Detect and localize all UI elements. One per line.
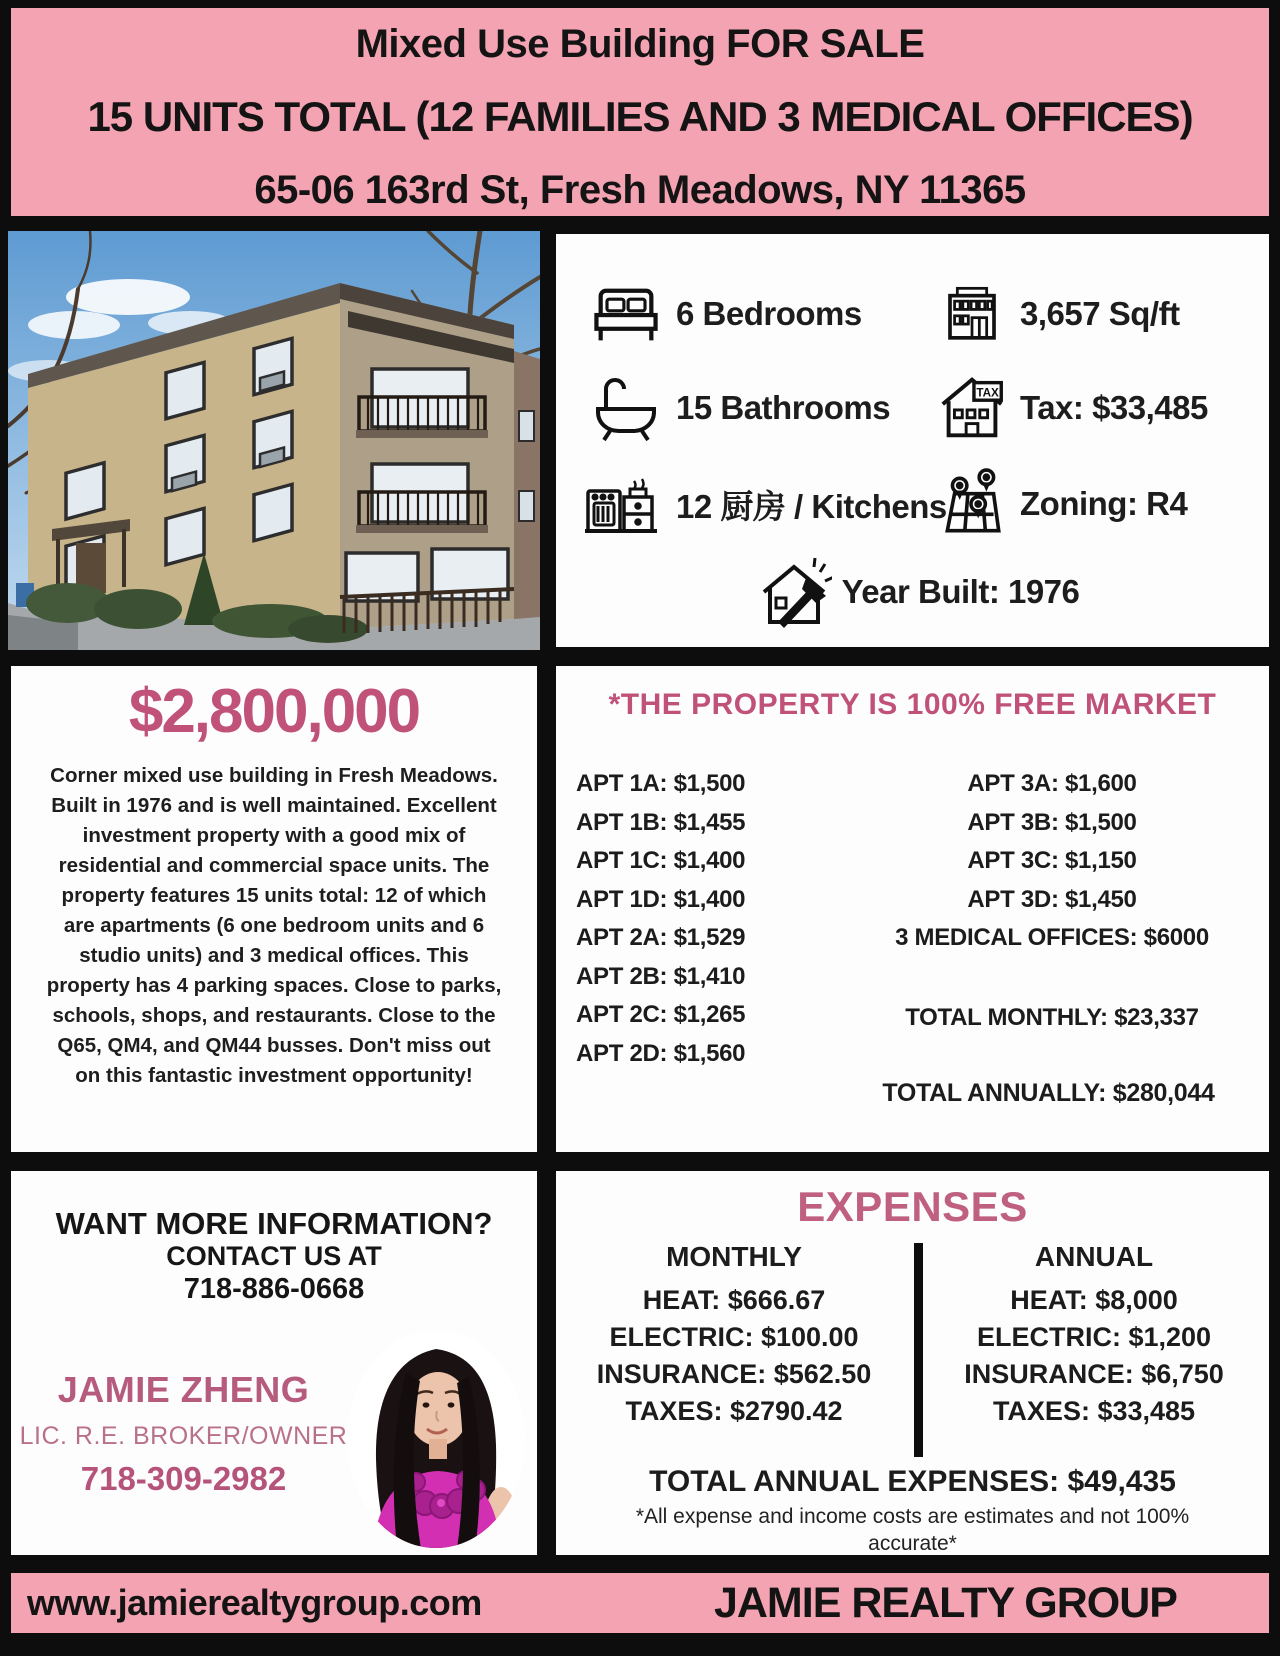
rent-list-left xyxy=(576,765,745,1073)
annual-expenses xyxy=(918,1241,1270,1430)
kitchens-stat xyxy=(576,464,947,544)
expenses-disclaimer: *All expense and income costs are estimates and not 100% accurate* xyxy=(635,1505,1190,1555)
rent-item: APT 2C: $1,265 xyxy=(576,1001,746,1028)
rent-item: APT 1D: $1,400 xyxy=(576,885,746,913)
rent-item: APT 2B: $1,410 xyxy=(576,962,746,990)
total-annually: TOTAL ANNUALLY: $280,044 xyxy=(882,1079,1215,1107)
contact-panel xyxy=(8,1168,540,1558)
bed-icon xyxy=(576,281,676,347)
agent-name: JAMIE ZHENG xyxy=(57,1369,310,1410)
office-phone[interactable]: 718-886-0668 xyxy=(183,1273,365,1305)
contact-line2: CONTACT US AT xyxy=(166,1241,382,1271)
svg-text:TAX: TAX xyxy=(976,386,999,400)
tax-house-icon xyxy=(924,369,1020,447)
monthly-expenses xyxy=(558,1241,910,1430)
rent-list-right xyxy=(842,765,1262,1037)
year-built-label: Year Built: 1976 xyxy=(841,573,1080,610)
medical-offices-rent: 3 MEDICAL OFFICES: $6000 xyxy=(895,924,1209,951)
expense-item: TAXES: $33,485 xyxy=(992,1396,1196,1426)
expense-item: HEAT: $8,000 xyxy=(1010,1285,1178,1315)
website-link[interactable]: www.jamierealtygroup.com xyxy=(27,1582,482,1623)
rent-item: APT 3B: $1,500 xyxy=(967,808,1137,836)
rent-item: APT 3C: $1,150 xyxy=(967,847,1137,874)
rent-item: APT 3A: $1,600 xyxy=(967,770,1137,797)
expense-item: ELECTRIC: $100.00 xyxy=(609,1322,859,1352)
bathrooms-stat xyxy=(576,368,890,448)
building-photo xyxy=(8,231,540,650)
stats-row-4 xyxy=(556,552,1269,632)
bedrooms-label: 6 Bedrooms xyxy=(676,295,862,332)
header-banner xyxy=(8,5,1272,219)
rent-item: APT 2D: $1,560 xyxy=(576,1039,746,1067)
monthly-label: MONTHLY xyxy=(666,1241,802,1272)
annual-label: ANNUAL xyxy=(1034,1241,1154,1272)
header-units-line: 15 UNITS TOTAL (12 FAMILIES AND 3 MEDICAL OFFICES) xyxy=(87,93,1193,140)
expenses-title: EXPENSES xyxy=(797,1183,1028,1230)
bathrooms-label: 15 Bathrooms xyxy=(676,389,891,426)
rent-item: APT 2A: $1,529 xyxy=(576,924,746,951)
header-title: Mixed Use Building FOR SALE xyxy=(355,22,925,66)
kitchen-icon xyxy=(576,467,676,541)
price-panel xyxy=(8,663,540,1155)
zoning-label: Zoning: R4 xyxy=(1020,485,1188,522)
tax-stat xyxy=(924,368,1208,448)
rent-item: APT 1B: $1,455 xyxy=(576,808,746,836)
expenses-panel xyxy=(553,1168,1272,1558)
free-market-headline: *THE PROPERTY IS 100% FREE MARKET xyxy=(608,688,1217,721)
agent-photo xyxy=(345,1333,527,1549)
header-address: 65-06 163rd St, Fresh Meadows, NY 11365 xyxy=(254,168,1026,212)
expense-item: TAXES: $2790.42 xyxy=(625,1396,843,1426)
company-name: JAMIE REALTY GROUP xyxy=(713,1578,1177,1627)
total-annual-expenses: TOTAL ANNUAL EXPENSES: $49,435 xyxy=(649,1465,1176,1498)
rent-item: APT 3D: $1,450 xyxy=(967,885,1137,913)
expense-item: INSURANCE: $562.50 xyxy=(596,1359,872,1389)
agent-phone[interactable]: 718-309-2982 xyxy=(80,1460,287,1497)
rent-item: APT 1C: $1,400 xyxy=(576,847,746,874)
tax-label: Tax: $33,485 xyxy=(1020,389,1208,426)
property-description: Corner mixed use building in Fresh Meadows. Built in 1976 and is well maintained. Excellent investment property with a good mix of residential and commercial space units. The property features 15 units total: 12 of which are apartments (6 one bedroom units and 6 studio units) and 3 medical offices. This property has 4 parking spaces. Close to parks, schools, shops, and restaurants. Close to the Q65, QM4, and QM44 busses. Don't miss out on this fantastic investment opportunity! xyxy=(46,764,502,1087)
expense-item: INSURANCE: $6,750 xyxy=(964,1359,1224,1389)
building-photo-art xyxy=(8,231,540,650)
contact-line1: WANT MORE INFORMATION? xyxy=(55,1206,493,1241)
footer-bar xyxy=(8,1570,1272,1636)
zoning-stat xyxy=(924,464,1187,544)
bedrooms-stat xyxy=(576,274,862,354)
expense-item: ELECTRIC: $1,200 xyxy=(976,1322,1212,1352)
sqft-label: 3,657 Sq/ft xyxy=(1020,295,1180,332)
total-monthly: TOTAL MONTHLY: $23,337 xyxy=(905,1003,1199,1031)
agent-info xyxy=(11,1369,356,1498)
stats-row-1 xyxy=(556,274,1269,354)
bathtub-icon xyxy=(576,373,676,443)
kitchens-label: 12 厨房 / Kitchens xyxy=(676,487,947,525)
asking-price: $2,800,000 xyxy=(128,677,420,746)
property-stats-panel xyxy=(553,231,1272,650)
year-built-icon xyxy=(746,554,842,630)
zoning-map-icon xyxy=(924,467,1020,541)
sqft-stat xyxy=(924,274,1180,354)
expense-item: HEAT: $666.67 xyxy=(642,1285,826,1315)
stats-row-2 xyxy=(556,368,1269,448)
agent-title: LIC. R.E. BROKER/OWNER xyxy=(19,1422,348,1450)
rent-item: APT 1A: $1,500 xyxy=(576,770,746,797)
contact-heading xyxy=(11,1207,537,1306)
stats-row-3 xyxy=(556,464,1269,544)
year-built-stat xyxy=(556,552,1269,632)
building-icon xyxy=(924,281,1020,347)
rent-roll-panel xyxy=(553,663,1272,1155)
